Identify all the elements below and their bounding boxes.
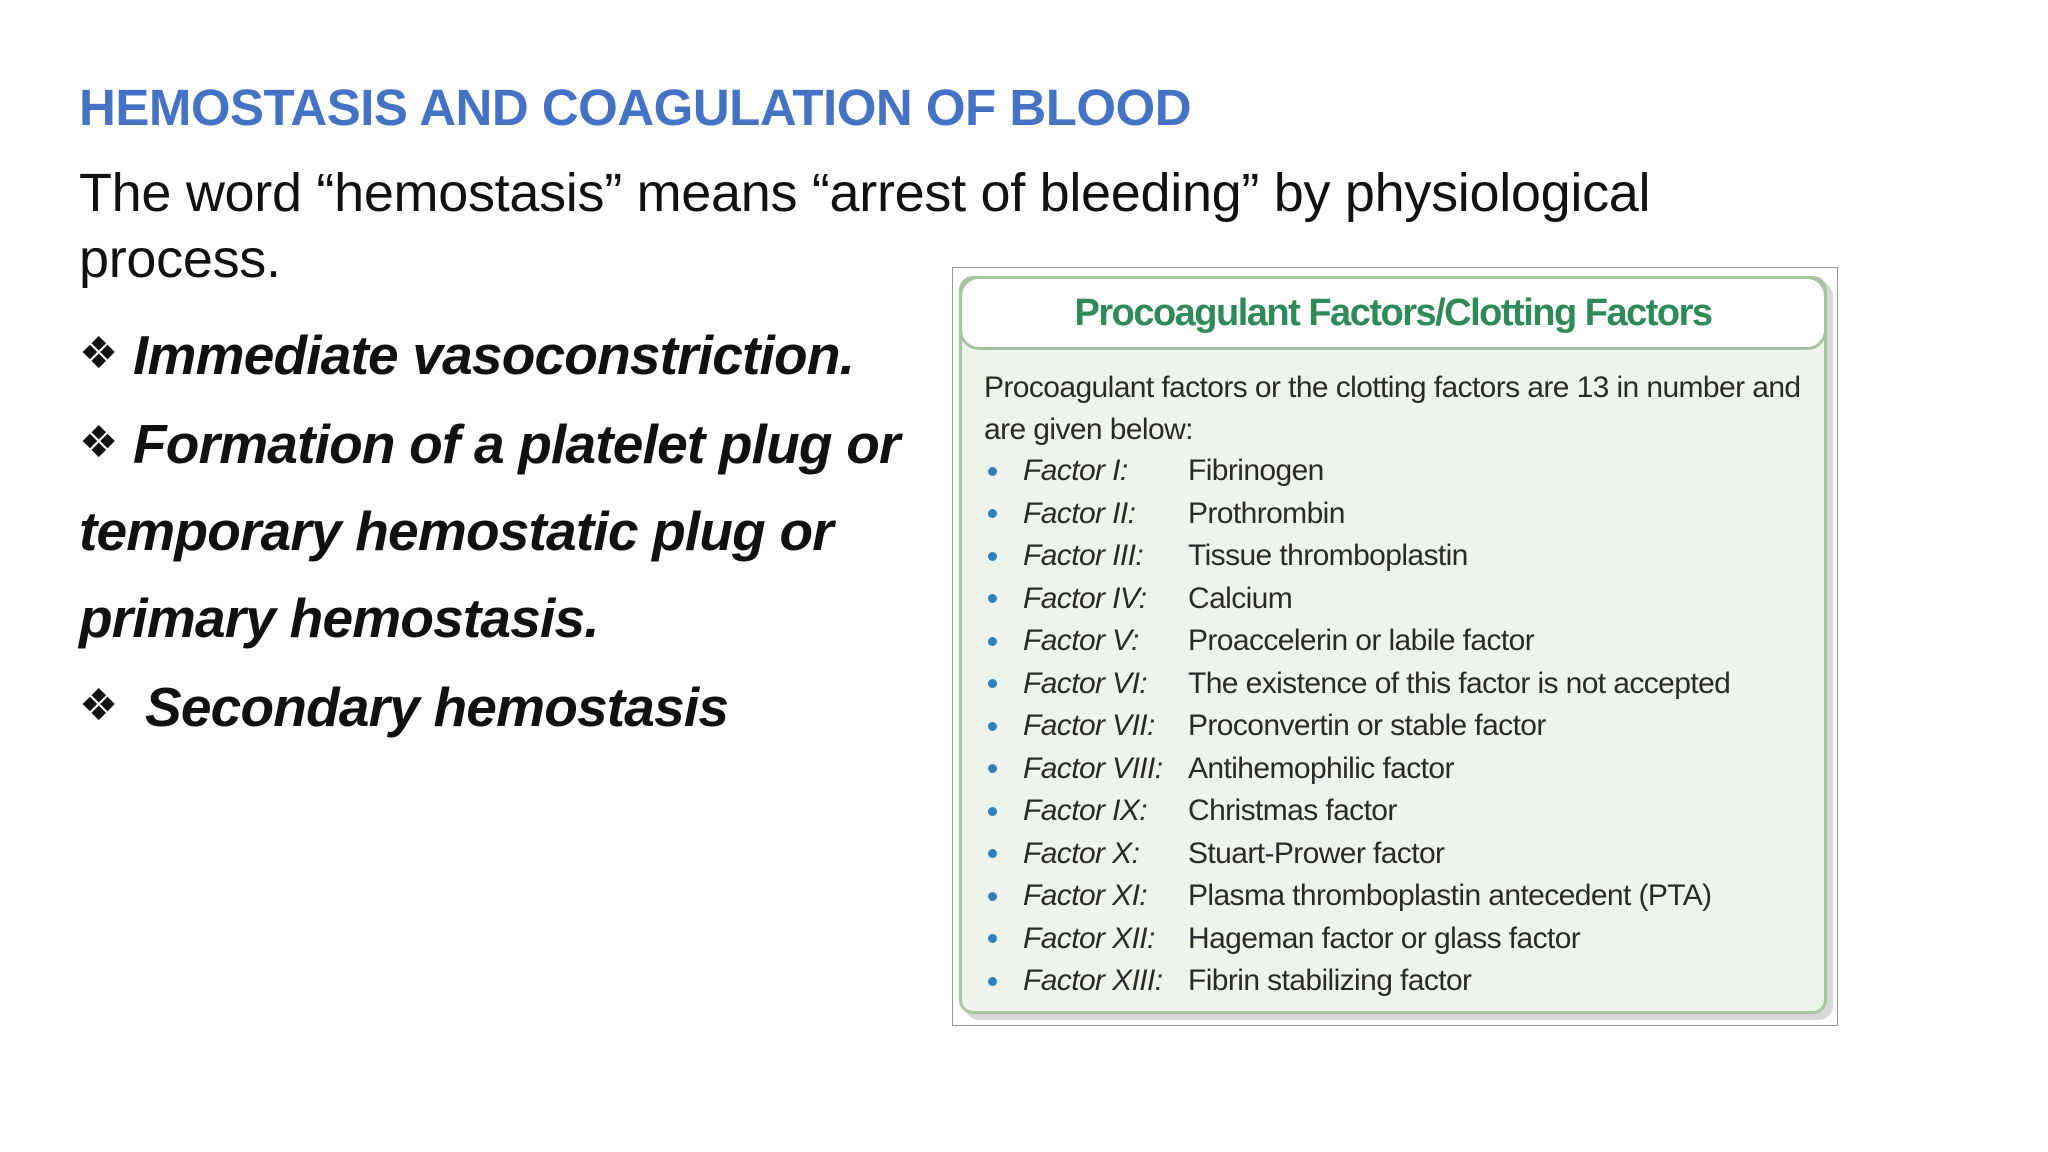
bullet-dot-icon xyxy=(988,509,997,518)
bullet-continuation: temporary hemostatic plug or xyxy=(79,500,833,562)
factor-row xyxy=(984,875,1814,918)
factor-description: Christmas factor xyxy=(1188,794,1397,828)
bullet-item xyxy=(79,310,959,399)
factor-row xyxy=(984,450,1814,493)
factor-description: The existence of this factor is not accepted xyxy=(1188,666,1731,700)
factor-list xyxy=(984,450,1814,1003)
factor-name: Factor III: xyxy=(1023,539,1144,573)
factor-row xyxy=(984,918,1814,961)
factor-name: Factor I: xyxy=(1023,454,1128,488)
bullet-list xyxy=(79,310,959,751)
factor-description: Proconvertin or stable factor xyxy=(1188,709,1546,743)
factor-row xyxy=(984,493,1814,536)
factor-description: Hageman factor or glass factor xyxy=(1188,921,1581,955)
factor-row xyxy=(984,663,1814,706)
factor-description: Calcium xyxy=(1188,581,1293,615)
factor-name: Factor V: xyxy=(1023,624,1139,658)
factor-description: Antihemophilic factor xyxy=(1188,751,1454,785)
bullet-continuation: primary hemostasis. xyxy=(79,587,599,649)
factor-name: Factor IX: xyxy=(1023,794,1148,828)
slide-title: HEMOSTASIS AND COAGULATION OF BLOOD xyxy=(79,79,1192,136)
bullet-dot-icon xyxy=(988,977,997,986)
bullet-item xyxy=(79,399,959,488)
diamond-bullet-icon: ❖ xyxy=(79,418,118,467)
factor-name: Factor XII: xyxy=(1023,921,1155,955)
clotting-factors-figure xyxy=(952,267,1838,1026)
figure-panel xyxy=(959,276,1827,1014)
bullet-dot-icon xyxy=(988,807,997,816)
bullet-dot-icon xyxy=(988,467,997,476)
factor-name: Factor VI: xyxy=(1023,666,1148,700)
bullet-dot-icon xyxy=(988,764,997,773)
factor-name: Factor XI: xyxy=(1023,879,1148,913)
factor-name: Factor IV: xyxy=(1023,581,1147,615)
factor-name: Factor II: xyxy=(1023,496,1136,530)
bullet-text: Formation of a platelet plug or xyxy=(133,413,900,475)
bullet-dot-icon xyxy=(988,679,997,688)
factor-name: Factor X: xyxy=(1023,836,1140,870)
factor-description: Stuart-Prower factor xyxy=(1188,836,1445,870)
factor-name: Factor XIII: xyxy=(1023,964,1163,998)
bullet-text: Immediate vasoconstriction. xyxy=(133,324,855,386)
bullet-dot-icon xyxy=(988,849,997,858)
factor-row xyxy=(984,535,1814,578)
diamond-bullet-icon: ❖ xyxy=(79,329,118,378)
factor-description: Proaccelerin or labile factor xyxy=(1188,624,1535,658)
factor-row xyxy=(984,620,1814,663)
factor-name: Factor VIII: xyxy=(1023,751,1163,785)
factor-row xyxy=(984,833,1814,876)
factor-row xyxy=(984,748,1814,791)
factor-row xyxy=(984,960,1814,1003)
bullet-text: Secondary hemostasis xyxy=(145,676,729,738)
factor-description: Prothrombin xyxy=(1188,496,1345,530)
bullet-dot-icon xyxy=(988,892,997,901)
bullet-dot-icon xyxy=(988,637,997,646)
bullet-dot-icon xyxy=(988,934,997,943)
diamond-bullet-icon: ❖ xyxy=(79,681,118,730)
factor-description: Tissue thromboplastin xyxy=(1188,539,1468,573)
intro-text: The word “hemostasis” means “arrest of bleeding” by physiological process. xyxy=(79,163,1651,289)
factor-description: Plasma thromboplastin antecedent (PTA) xyxy=(1188,879,1712,913)
factor-row xyxy=(984,705,1814,748)
factor-description: Fibrin stabilizing factor xyxy=(1188,964,1472,998)
factor-description: Fibrinogen xyxy=(1188,454,1324,488)
bullet-item xyxy=(79,662,959,751)
bullet-dot-icon xyxy=(988,722,997,731)
factor-name: Factor VII: xyxy=(1023,709,1155,743)
figure-header: Procoagulant Factors/Clotting Factors xyxy=(959,276,1827,350)
bullet-dot-icon xyxy=(988,594,997,603)
factor-row xyxy=(984,578,1814,621)
bullet-dot-icon xyxy=(988,552,997,561)
figure-intro: Procoagulant factors or the clotting factors are 13 in number and are given below: xyxy=(984,371,1801,446)
factor-row xyxy=(984,790,1814,833)
